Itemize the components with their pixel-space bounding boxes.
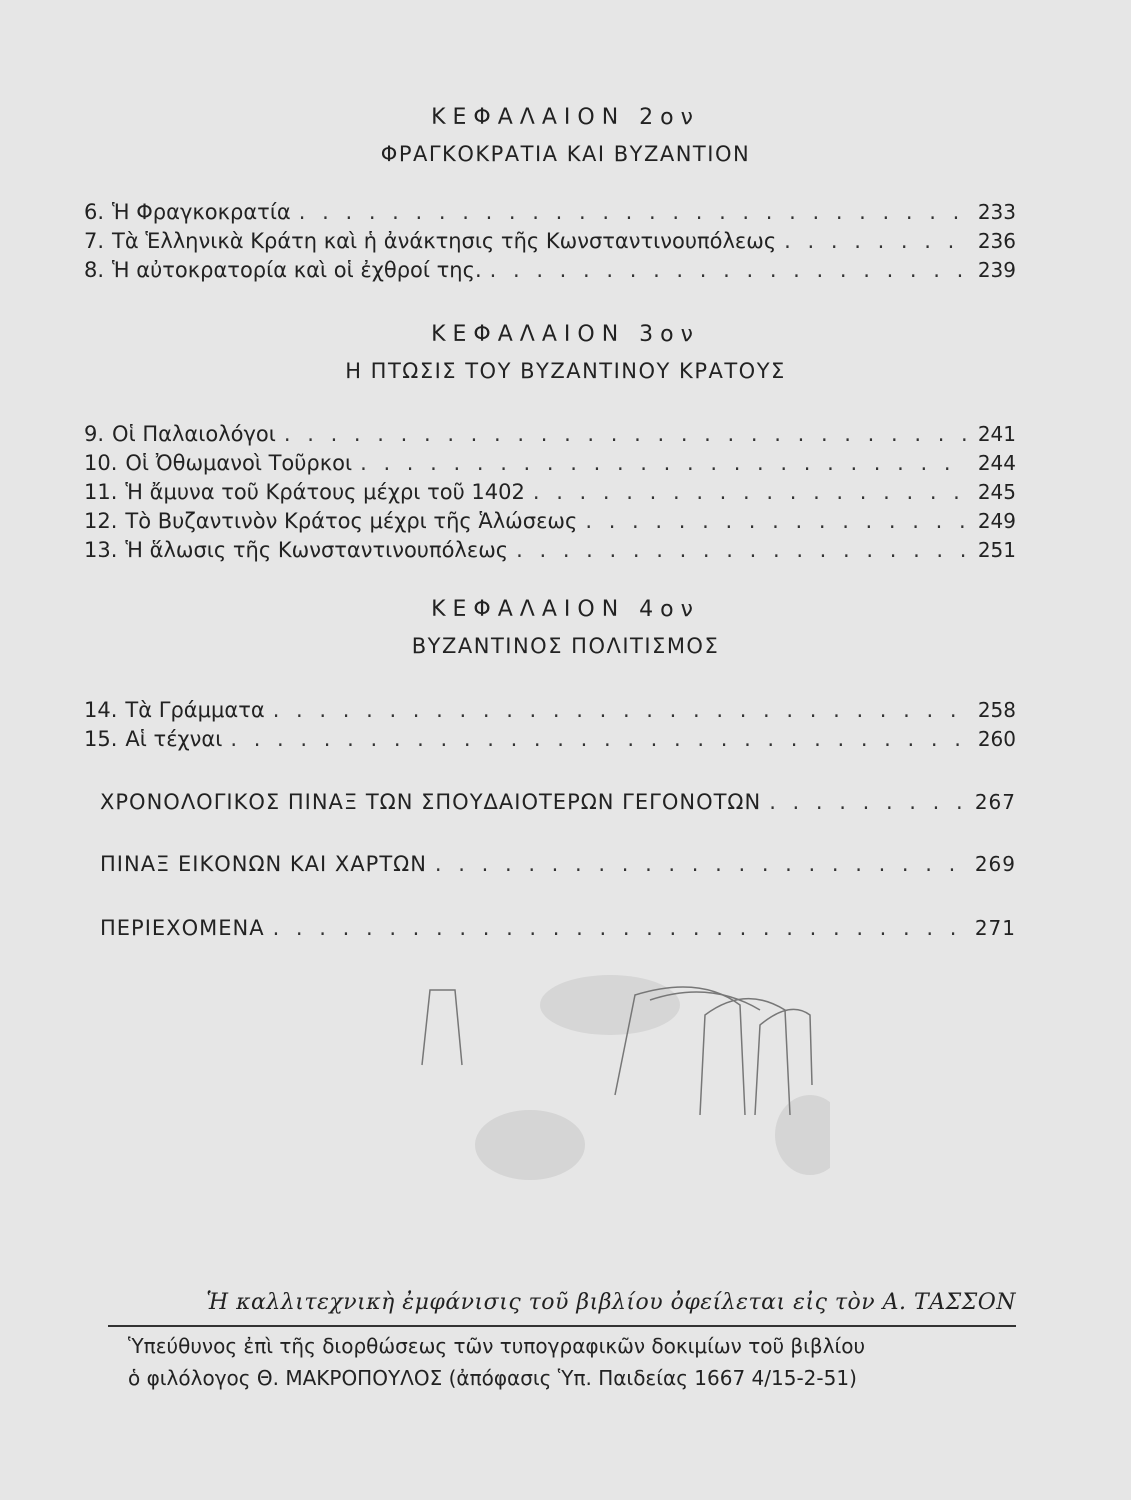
entry-title: Τὸ Βυζαντινὸν Κράτος μέχρι τῆς Ἁλώσεως [125,509,578,533]
chapter-heading [0,105,1131,166]
entry-page: 269 [974,852,1016,876]
dot-leader [284,422,968,446]
entry-title: Τὰ Γράμματα [125,698,265,722]
dot-leader [769,790,967,814]
entry-page: 241 [977,422,1016,446]
divider [108,1325,1016,1327]
entry-number: 6. [84,200,105,224]
entry-number: 8. [84,258,105,282]
toc-list [84,200,1016,287]
entry-title: Ἡ ἄμυνα τοῦ Κράτους μέχρι τοῦ 1402 [125,480,525,504]
toc-entry [100,790,1016,819]
chapter-title: ΦΡΑΓΚΟΚΡΑΤΙΑ ΚΑΙ ΒΥΖΑΝΤΙΟΝ [380,142,751,166]
toc-entry [84,258,1016,287]
toc-entry [84,509,1016,538]
toc-entry [84,422,1016,451]
dot-leader [273,698,968,722]
entry-number: 12. [84,509,118,533]
entry-page: 251 [977,538,1016,562]
entry-number: 7. [84,229,105,253]
entry-number: 9. [84,422,105,446]
responsible-note [128,1330,988,1394]
entry-page: 271 [974,916,1016,940]
entry-page: 239 [977,258,1016,282]
toc-entry [84,451,1016,480]
toc-list [84,422,1016,567]
entry-page: 267 [974,790,1016,814]
chapter-label: ΚΕΦΑΛΑΙΟΝ 2ον [431,105,700,130]
dot-leader [273,916,967,940]
toc-entry [84,229,1016,258]
entry-page: 233 [977,200,1016,224]
appendix-entry [100,852,1016,881]
toc-entry [84,538,1016,567]
toc-list [84,698,1016,756]
entry-title: Τὰ Ἑλληνικὰ Κράτη καὶ ἡ ἀνάκτησις τῆς Κωνσταντινουπόλεως [112,229,777,253]
dot-leader [490,258,968,282]
dot-leader [784,229,968,253]
appendix-entry [100,916,1016,945]
chapter-label: ΚΕΦΑΛΑΙΟΝ 4ον [431,597,700,622]
chapter-title: ΒΥΖΑΝΤΙΝΟΣ ΠΟΛΙΤΙΣΜΟΣ [411,634,720,658]
entry-title: Ἡ ἅλωσις τῆς Κωνσταντινουπόλεως [125,538,509,562]
responsible-line: Ὑπεύθυνος ἐπὶ τῆς διορθώσεως τῶν τυπογραφικῶν δοκιμίων τοῦ βιβλίου [128,1334,866,1358]
entry-page: 260 [977,727,1016,751]
dot-leader [585,509,968,533]
dot-leader [230,727,968,751]
entry-page: 244 [977,451,1016,475]
toc-entry [100,852,1016,881]
pencil-sketch [410,975,830,1195]
chapter-heading [0,322,1131,383]
entry-title: ΧΡΟΝΟΛΟΓΙΚΟΣ ΠΙΝΑΞ ΤΩΝ ΣΠΟΥΔΑΙΟΤΕΡΩΝ ΓΕΓΟΝΟΤΩΝ [100,790,762,814]
entry-title: Ἡ Φραγκοκρατία [112,200,291,224]
dot-leader [533,480,968,504]
entry-title: Οἱ Ὀθωμανοὶ Τοῦρκοι [125,451,353,475]
dot-leader [299,200,968,224]
chapter-heading [0,597,1131,658]
toc-entry [84,200,1016,229]
entry-title: ΠΙΝΑΞ ΕΙΚΟΝΩΝ ΚΑΙ ΧΑΡΤΩΝ [100,852,427,876]
entry-number: 15. [84,727,118,751]
chapter-title: Η ΠΤΩΣΙΣ ΤΟΥ ΒΥΖΑΝΤΙΝΟΥ ΚΡΑΤΟΥΣ [345,359,786,383]
entry-page: 245 [977,480,1016,504]
dot-leader [516,538,968,562]
entry-page: 249 [977,509,1016,533]
entry-number: 11. [84,480,118,504]
appendix-entry [100,790,1016,819]
entry-title: Αἱ τέχναι [125,727,223,751]
entry-number: 10. [84,451,118,475]
entry-page: 258 [977,698,1016,722]
responsible-line: ὁ φιλόλογος Θ. ΜΑΚΡΟΠΟΥΛΟΣ (ἀπόφασις Ὑπ. Παιδείας 1667 4/15-2-51) [128,1366,857,1390]
dot-leader [360,451,968,475]
entry-title: ΠΕΡΙΕΧΟΜΕΝΑ [100,916,265,940]
toc-entry [100,916,1016,945]
entry-number: 13. [84,538,118,562]
toc-entry [84,480,1016,509]
entry-title: Ἡ αὐτοκρατορία καὶ οἱ ἐχθροί της. [112,258,482,282]
credit-line: Ἡ καλλιτεχνικὴ ἐμφάνισις τοῦ βιβλίου ὀφείλεται εἰς τὸν Α. ΤΑΣΣΟΝ [206,1290,1016,1315]
chapter-label: ΚΕΦΑΛΑΙΟΝ 3ον [431,322,700,347]
dot-leader [435,852,967,876]
toc-entry [84,698,1016,727]
entry-number: 14. [84,698,118,722]
entry-page: 236 [977,229,1016,253]
toc-entry [84,727,1016,756]
entry-title: Οἱ Παλαιολόγοι [112,422,276,446]
